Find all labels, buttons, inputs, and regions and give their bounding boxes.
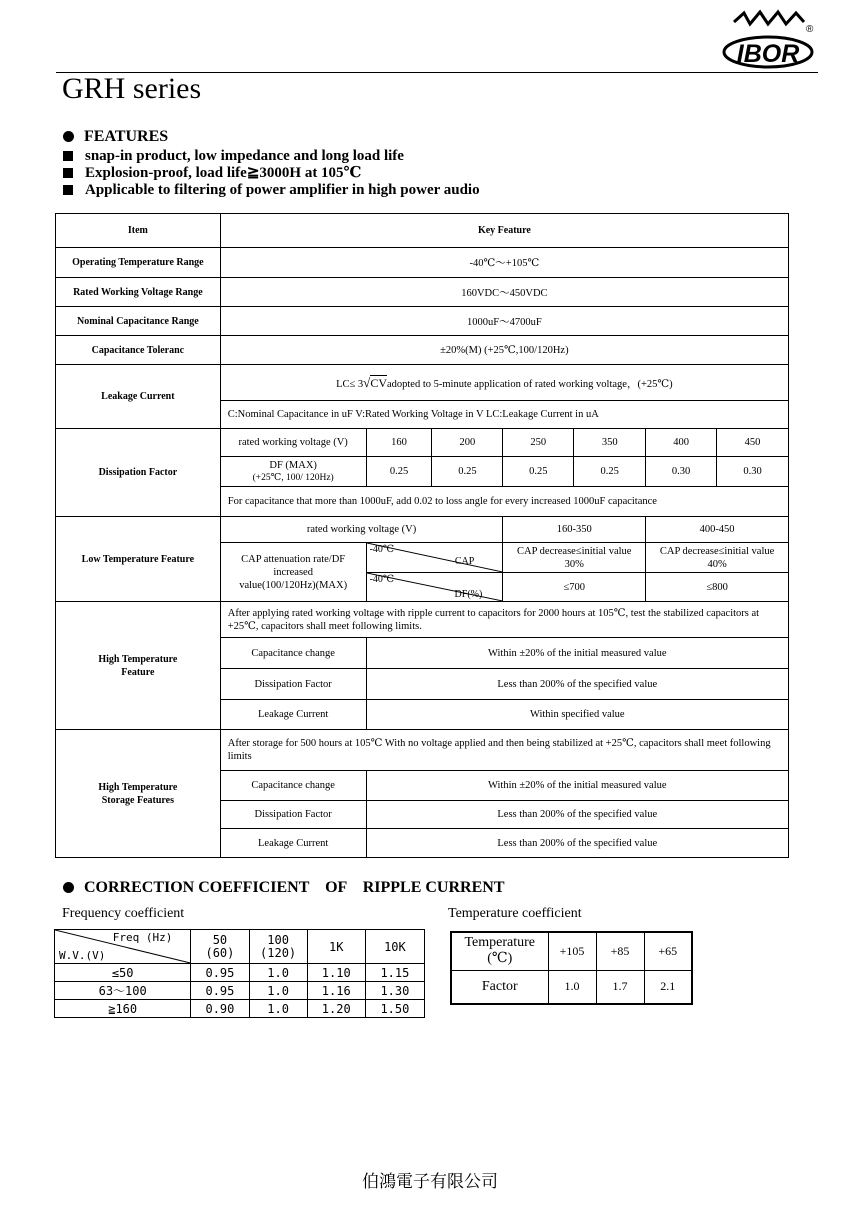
logo-text: IBOR bbox=[736, 40, 800, 68]
row-label: High Temperature Feature bbox=[56, 602, 221, 730]
row-label: Capacitance Toleranc bbox=[56, 336, 221, 365]
bullet-square-icon bbox=[63, 168, 73, 178]
registered-mark: ® bbox=[806, 24, 814, 35]
row-label: Low Temperature Feature bbox=[56, 517, 221, 602]
freq-value: 0.95 bbox=[191, 964, 249, 982]
feature-item bbox=[63, 148, 404, 165]
lowtemp-header-row bbox=[56, 517, 789, 543]
freq-value: 1.0 bbox=[249, 982, 307, 1000]
freq-header: 1K bbox=[307, 930, 365, 964]
temperature-table bbox=[450, 931, 693, 1005]
df-note: For capacitance that more than 1000uF, add 0.02 to loss angle for every increased 1000uF capacitance bbox=[220, 487, 788, 517]
freq-value: 1.15 bbox=[365, 964, 424, 982]
diag-df: DF(%) bbox=[454, 589, 483, 600]
df-voltage-row bbox=[56, 429, 789, 457]
hightemp-key: Dissipation Factor bbox=[220, 669, 366, 700]
feature-text: Applicable to filtering of power amplifier in high power audio bbox=[85, 182, 480, 198]
df-value: 0.30 bbox=[646, 457, 717, 487]
df-value: 0.25 bbox=[366, 457, 432, 487]
spec-header-row bbox=[56, 214, 789, 248]
temp-label: Temperature (℃) bbox=[451, 932, 548, 970]
lowtemp-cap-val2: CAP decrease≤initial value 40% bbox=[646, 543, 789, 573]
df-value: 0.25 bbox=[432, 457, 503, 487]
feature-item bbox=[63, 182, 480, 199]
row-label: Operating Temperature Range bbox=[56, 248, 221, 278]
freq-value: 0.90 bbox=[191, 1000, 249, 1018]
row-value: -40℃～+105℃ bbox=[220, 248, 788, 278]
lowtemp-df-diag bbox=[366, 573, 503, 602]
factor-value: 1.0 bbox=[548, 970, 596, 1004]
factor-value: 1.7 bbox=[596, 970, 644, 1004]
feature-text: snap-in product, low impedance and long load life bbox=[85, 148, 404, 164]
spec-row bbox=[56, 365, 789, 401]
storage-key: Leakage Current bbox=[220, 829, 366, 858]
freq-wv: ≤50 bbox=[55, 964, 191, 982]
freq-header: 100 (120) bbox=[249, 930, 307, 964]
diag-temp: -40℃ bbox=[369, 544, 395, 555]
freq-value: 1.0 bbox=[249, 964, 307, 982]
factor-row bbox=[451, 970, 692, 1004]
freq-value: 1.10 bbox=[307, 964, 365, 982]
bullet-square-icon bbox=[63, 151, 73, 161]
freq-value: 1.0 bbox=[249, 1000, 307, 1018]
freq-header: 50 (60) bbox=[191, 930, 249, 964]
freq-row bbox=[55, 1000, 425, 1018]
freq-value: 1.50 bbox=[365, 1000, 424, 1018]
header-item: Item bbox=[56, 214, 221, 248]
features-heading-row bbox=[63, 128, 168, 146]
temp-value: +65 bbox=[644, 932, 692, 970]
company-logo bbox=[720, 8, 820, 70]
hightemp-key: Capacitance change bbox=[220, 638, 366, 669]
row-value: 1000uF～4700uF bbox=[220, 307, 788, 336]
lowtemp-rv-label: rated working voltage (V) bbox=[220, 517, 503, 543]
company-footer: 伯鴻電子有限公司 bbox=[362, 1172, 498, 1191]
storage-desc-row bbox=[56, 730, 789, 771]
hightemp-value: Within ±20% of the initial measured value bbox=[366, 638, 788, 669]
corner-bottom: W.V.(V) bbox=[59, 949, 106, 962]
freq-row bbox=[55, 964, 425, 982]
sqrt-icon: √ bbox=[363, 374, 371, 390]
df-value: 0.25 bbox=[503, 457, 574, 487]
storage-desc: After storage for 500 hours at 105℃ With no voltage applied and then being stabilized at +25℃, capacitors shall meet following limits bbox=[220, 730, 788, 771]
row-value: ±20%(M) (+25℃,100/120Hz) bbox=[220, 336, 788, 365]
diag-temp: -40℃ bbox=[369, 574, 395, 585]
hightemp-key: Leakage Current bbox=[220, 700, 366, 730]
ripple-heading: CORRECTION COEFFICIENT OF RIPPLE CURRENT bbox=[84, 879, 505, 896]
bullet-square-icon bbox=[63, 185, 73, 195]
freq-row bbox=[55, 982, 425, 1000]
freq-header: 10K bbox=[365, 930, 424, 964]
df-voltage: 350 bbox=[574, 429, 646, 457]
header-key-feature: Key Feature bbox=[220, 214, 788, 248]
storage-value: Less than 200% of the specified value bbox=[366, 829, 788, 858]
temp-header-row bbox=[451, 932, 692, 970]
freq-value: 1.30 bbox=[365, 982, 424, 1000]
df-voltage: 400 bbox=[646, 429, 717, 457]
storage-key: Dissipation Factor bbox=[220, 801, 366, 829]
df-voltage: 250 bbox=[503, 429, 574, 457]
freq-title: Frequency coefficient bbox=[62, 906, 185, 921]
factor-value: 2.1 bbox=[644, 970, 692, 1004]
bullet-dot-icon bbox=[63, 882, 74, 893]
df-row2-label: DF (MAX) (+25℃, 100/ 120Hz) bbox=[220, 457, 366, 487]
df-value: 0.30 bbox=[717, 457, 789, 487]
formula-root: CV bbox=[370, 375, 387, 390]
row-label: Leakage Current bbox=[56, 365, 221, 429]
storage-value: Less than 200% of the specified value bbox=[366, 801, 788, 829]
leakage-formula bbox=[220, 365, 788, 401]
df-voltage: 450 bbox=[717, 429, 789, 457]
row-value: 160VDC～450VDC bbox=[220, 278, 788, 307]
freq-value: 0.95 bbox=[191, 982, 249, 1000]
feature-text: Explosion-proof, load life≧3000H at 105℃ bbox=[85, 165, 362, 181]
freq-value: 1.16 bbox=[307, 982, 365, 1000]
features-heading: FEATURES bbox=[84, 128, 169, 145]
formula-prefix: LC≤ 3 bbox=[336, 378, 364, 390]
row-label: Nominal Capacitance Range bbox=[56, 307, 221, 336]
hightemp-desc-row bbox=[56, 602, 789, 638]
frequency-table bbox=[54, 929, 425, 1018]
temp-value: +105 bbox=[548, 932, 596, 970]
lowtemp-cap-val1: CAP decrease≤initial value 30% bbox=[503, 543, 646, 573]
bullet-dot-icon bbox=[63, 131, 74, 142]
freq-wv: ≧160 bbox=[55, 1000, 191, 1018]
spec-table bbox=[55, 213, 789, 858]
row-label: Rated Working Voltage Range bbox=[56, 278, 221, 307]
storage-value: Within ±20% of the initial measured value bbox=[366, 771, 788, 801]
freq-header-row bbox=[55, 930, 425, 964]
lowtemp-cap-label: CAP attenuation rate/DF increased value(100/120Hz)(MAX) bbox=[220, 543, 366, 602]
lowtemp-cap-diag bbox=[366, 543, 503, 573]
formula-suffix: adopted to 5-minute application of rated working voltage，(+25℃) bbox=[386, 378, 673, 390]
df-row1-label: rated working voltage (V) bbox=[220, 429, 366, 457]
df-value: 0.25 bbox=[574, 457, 646, 487]
freq-wv: 63～100 bbox=[55, 982, 191, 1000]
hightemp-value: Less than 200% of the specified value bbox=[366, 669, 788, 700]
spec-row bbox=[56, 248, 789, 278]
feature-item bbox=[63, 165, 362, 182]
hightemp-value: Within specified value bbox=[366, 700, 788, 730]
storage-key: Capacitance change bbox=[220, 771, 366, 801]
spec-row bbox=[56, 278, 789, 307]
lowtemp-df-val1: ≤700 bbox=[503, 573, 646, 602]
spec-row bbox=[56, 336, 789, 365]
corner-top: Freq (Hz) bbox=[112, 931, 173, 944]
temp-title: Temperature coefficient bbox=[448, 906, 582, 921]
df-voltage: 160 bbox=[366, 429, 432, 457]
diag-cap: CAP bbox=[454, 556, 475, 567]
lowtemp-df-val2: ≤800 bbox=[646, 573, 789, 602]
lowtemp-range2: 400-450 bbox=[646, 517, 789, 543]
factor-label: Factor bbox=[451, 970, 548, 1004]
freq-value: 1.20 bbox=[307, 1000, 365, 1018]
ripple-heading-row bbox=[63, 879, 504, 897]
temp-value: +85 bbox=[596, 932, 644, 970]
leakage-note: C:Nominal Capacitance in uF V:Rated Working Voltage in V LC:Leakage Current in uA bbox=[220, 401, 788, 429]
lowtemp-range1: 160-350 bbox=[503, 517, 646, 543]
row-label: Dissipation Factor bbox=[56, 429, 221, 517]
df-voltage: 200 bbox=[432, 429, 503, 457]
row-label: High Temperature Storage Features bbox=[56, 730, 221, 858]
hightemp-desc: After applying rated working voltage with ripple current to capacitors for 2000 hours at 105℃, test the stabilized capacitors at +25℃, capacitors shall meet following limits. bbox=[220, 602, 788, 638]
freq-corner bbox=[55, 930, 191, 964]
spec-row bbox=[56, 307, 789, 336]
series-title: GRH series bbox=[62, 72, 202, 105]
